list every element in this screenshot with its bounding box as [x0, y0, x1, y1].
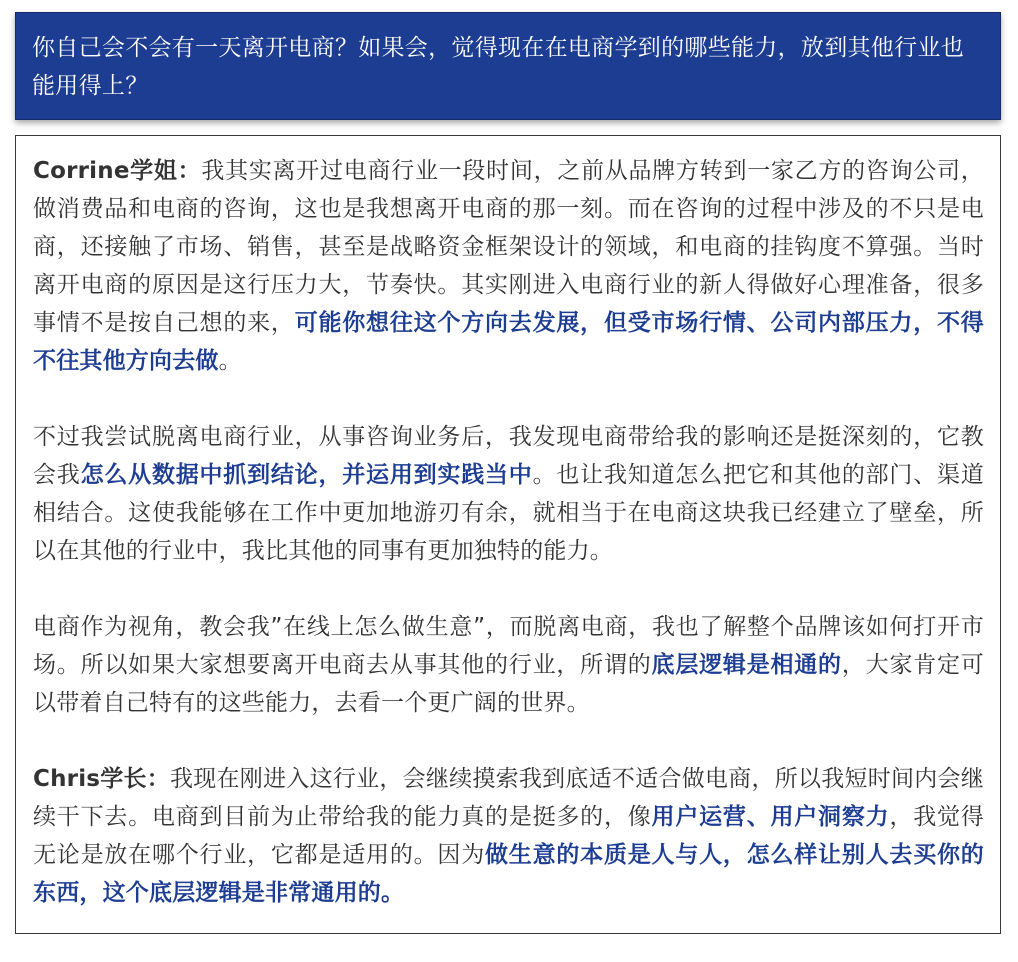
answer-text: 。也让我知道怎么把它和其他的部门、渠道相结合。这使我能够在工作中更加地游刃有余，就相当于在电商这块我已经建立了壁垒，所以在其他的行业中，我比其他的同事有更加独特的能力。	[33, 462, 984, 564]
highlight-text: 用户运营、用户洞察力	[651, 804, 890, 830]
answer-paragraph-1	[33, 152, 984, 380]
question-text: 你自己会不会有一天离开电商？如果会，觉得现在在电商学到的哪些能力，放到其他行业也能用得上？	[32, 35, 964, 99]
answer-paragraph-2	[33, 418, 984, 570]
highlight-text: 怎么从数据中抓到结论，并运用到实践当中	[80, 462, 533, 488]
answer-text: ，大家肯定可以带着自己特有的这些能力，去看一个更广阔的世界。	[33, 652, 985, 716]
highlight-text: 可能你想往这个方向去发展，但受市场行情、公司内部压力，不得不往其他方向去做	[33, 310, 984, 374]
highlight-text: 做生意的本质是人与人，怎么样让别人去买你的东西，这个底层逻辑是非常通用的。	[33, 842, 984, 906]
answer-text: 我现在刚进入这行业，会继续摸索我到底适不适合做电商，所以我短时间内会继续干下去。电商到目前为止带给我的能力真的是挺多的，像	[33, 766, 985, 830]
speaker-name: Chris学长：	[33, 766, 171, 792]
answer-text: 不过我尝试脱离电商行业，从事咨询业务后，我发现电商带给我的影响还是挺深刻的，它教会我	[33, 424, 984, 488]
highlight-text: 底层逻辑是相通的	[651, 652, 842, 678]
answer-text: 我其实离开过电商行业一段时间，之前从品牌方转到一家乙方的咨询公司，做消费品和电商的咨询，这也是我想离开电商的那一刻。而在咨询的过程中涉及的不只是电商，还接触了市场、销售，甚至是战略资金框架设计的领域，和电商的挂钩度不算强。当时离开电商的原因是这行压力大，节奏快。其实刚进入电商行业的新人得做好心理准备，很多事情不是按自己想的来，	[33, 158, 984, 336]
answer-text: 电商作为视角，教会我”在线上怎么做生意”，而脱离电商，我也了解整个品牌该如何打开市场。所以如果大家想要离开电商去从事其他的行业，所谓的	[33, 614, 984, 678]
question-banner	[15, 12, 1001, 120]
speaker-name: Corrine学姐：	[33, 158, 202, 184]
answer-text: ，我觉得无论是放在哪个行业，它都是适用的。因为	[33, 804, 985, 868]
answer-paragraph-4	[33, 760, 984, 912]
answer-paragraph-3	[33, 608, 984, 722]
answer-text: 。	[218, 348, 242, 374]
answer-box	[15, 135, 1001, 934]
